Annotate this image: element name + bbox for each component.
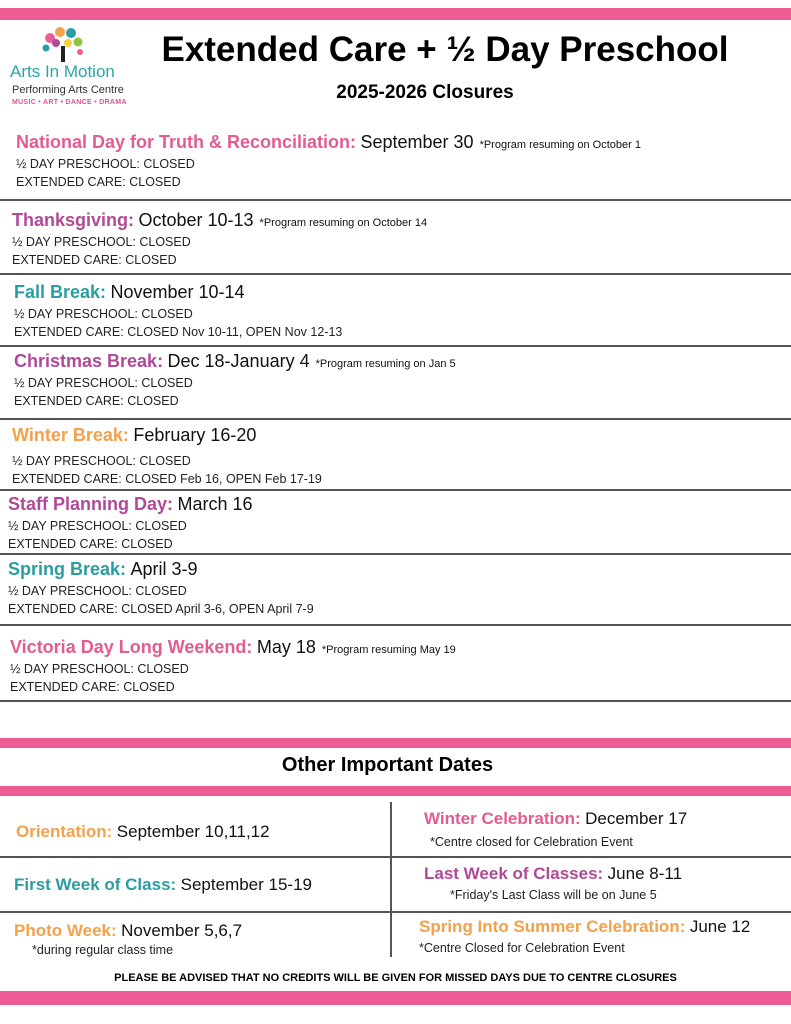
- closure-entry: [0, 425, 791, 486]
- preschool-status: ½ DAY PRESCHOOL: CLOSED: [16, 157, 195, 171]
- divider: [0, 273, 791, 275]
- row-divider: [0, 856, 791, 858]
- date-item-note: *Friday's Last Class will be on June 5: [450, 888, 657, 902]
- logo-tagline: MUSIC • ART • DANCE • DRAMA: [12, 99, 127, 106]
- divider: [0, 199, 791, 201]
- logo-name: Arts In Motion: [10, 62, 115, 81]
- date-item-note: *Centre Closed for Celebration Event: [419, 941, 625, 955]
- date-item-name: Orientation:: [16, 822, 113, 841]
- other-dates-title: Other Important Dates: [281, 754, 494, 776]
- date-item: [14, 921, 242, 957]
- date-item-name: First Week of Class:: [14, 875, 177, 894]
- extended-care-status: EXTENDED CARE: CLOSED: [12, 253, 177, 267]
- closure-entry: [0, 494, 791, 551]
- date-item-date: December 17: [585, 809, 688, 828]
- page-subtitle: 2025-2026 Closures: [336, 82, 514, 103]
- page-title: Extended Care + ½ Day Preschool: [161, 30, 729, 69]
- closure-date: March 16: [177, 494, 253, 514]
- preschool-status: ½ DAY PRESCHOOL: CLOSED: [8, 519, 187, 533]
- closure-name: Thanksgiving:: [12, 210, 135, 230]
- date-item: [424, 809, 687, 849]
- date-item-date: June 8-11: [607, 864, 683, 883]
- closure-note: *Program resuming on October 14: [259, 217, 428, 229]
- closure-date: November 10-14: [110, 282, 245, 302]
- closure-entry: [0, 351, 791, 408]
- preschool-status: ½ DAY PRESCHOOL: CLOSED: [12, 454, 191, 468]
- preschool-status: ½ DAY PRESCHOOL: CLOSED: [12, 235, 191, 249]
- bottom-pink-bar: [0, 991, 791, 1005]
- closure-date: May 18: [256, 637, 316, 657]
- date-item: [16, 822, 270, 842]
- divider: [0, 489, 791, 491]
- closure-name: Winter Break:: [12, 425, 129, 445]
- divider: [0, 345, 791, 347]
- date-item: [419, 917, 750, 955]
- closure-name: Spring Break:: [8, 559, 127, 579]
- logo-subtitle: Performing Arts Centre: [12, 84, 124, 96]
- date-item-name: Last Week of Classes:: [424, 864, 604, 883]
- section-pink-bar: [0, 738, 791, 748]
- date-item-note: *Centre closed for Celebration Event: [430, 835, 633, 849]
- row-divider: [0, 911, 791, 913]
- extended-care-status: EXTENDED CARE: CLOSED Feb 16, OPEN Feb 17-19: [12, 472, 322, 486]
- closure-name: Christmas Break:: [14, 351, 164, 371]
- closure-date: October 10-13: [138, 210, 254, 230]
- date-item: [424, 864, 682, 902]
- closure-entry: [0, 210, 791, 267]
- closure-entry: [0, 132, 791, 189]
- preschool-status: ½ DAY PRESCHOOL: CLOSED: [8, 584, 187, 598]
- closure-entry: [0, 282, 791, 339]
- date-item-name: Spring Into Summer Celebration:: [419, 917, 686, 936]
- extended-care-status: EXTENDED CARE: CLOSED: [14, 394, 179, 408]
- extended-care-status: EXTENDED CARE: CLOSED: [8, 537, 173, 551]
- date-item-note: *during regular class time: [32, 943, 174, 957]
- preschool-status: ½ DAY PRESCHOOL: CLOSED: [14, 307, 193, 321]
- closure-name: Victoria Day Long Weekend:: [10, 637, 253, 657]
- divider: [0, 553, 791, 555]
- closure-date: February 16-20: [133, 425, 257, 445]
- date-item-date: September 15-19: [180, 875, 313, 894]
- column-divider: [390, 802, 392, 957]
- section-pink-bar: [0, 786, 791, 796]
- closure-entry: [0, 637, 791, 694]
- date-item-date: June 12: [689, 917, 751, 936]
- date-item-name: Winter Celebration:: [424, 809, 581, 828]
- closure-note: *Program resuming on Jan 5: [315, 358, 456, 370]
- divider: [0, 418, 791, 420]
- closure-name: Fall Break:: [14, 282, 107, 302]
- date-item-date: September 10,11,12: [116, 822, 270, 841]
- date-item-date: November 5,6,7: [121, 921, 243, 940]
- logo: [10, 24, 140, 114]
- date-item-name: Photo Week:: [14, 921, 117, 940]
- closure-date: Dec 18-January 4: [167, 351, 310, 371]
- closure-note: *Program resuming on October 1: [479, 139, 641, 151]
- top-pink-bar: [0, 8, 791, 20]
- extended-care-status: EXTENDED CARE: CLOSED April 3-6, OPEN April 7-9: [8, 602, 314, 616]
- closure-date: April 3-9: [130, 559, 198, 579]
- extended-care-status: EXTENDED CARE: CLOSED Nov 10-11, OPEN Nov 12-13: [14, 325, 343, 339]
- closure-name: National Day for Truth & Reconciliation:: [16, 132, 357, 152]
- closure-entry: [0, 559, 791, 616]
- closure-name: Staff Planning Day:: [8, 494, 174, 514]
- extended-care-status: EXTENDED CARE: CLOSED: [10, 680, 175, 694]
- closure-date: September 30: [360, 132, 474, 152]
- divider: [0, 700, 791, 702]
- preschool-status: ½ DAY PRESCHOOL: CLOSED: [14, 376, 193, 390]
- disclaimer: PLEASE BE ADVISED THAT NO CREDITS WILL BE GIVEN FOR MISSED DAYS DUE TO CENTRE CLOSURES: [114, 972, 677, 984]
- divider: [0, 624, 791, 626]
- extended-care-status: EXTENDED CARE: CLOSED: [16, 175, 181, 189]
- date-item: [14, 875, 312, 895]
- tree-icon: [40, 24, 86, 64]
- closure-note: *Program resuming May 19: [321, 644, 456, 656]
- preschool-status: ½ DAY PRESCHOOL: CLOSED: [10, 662, 189, 676]
